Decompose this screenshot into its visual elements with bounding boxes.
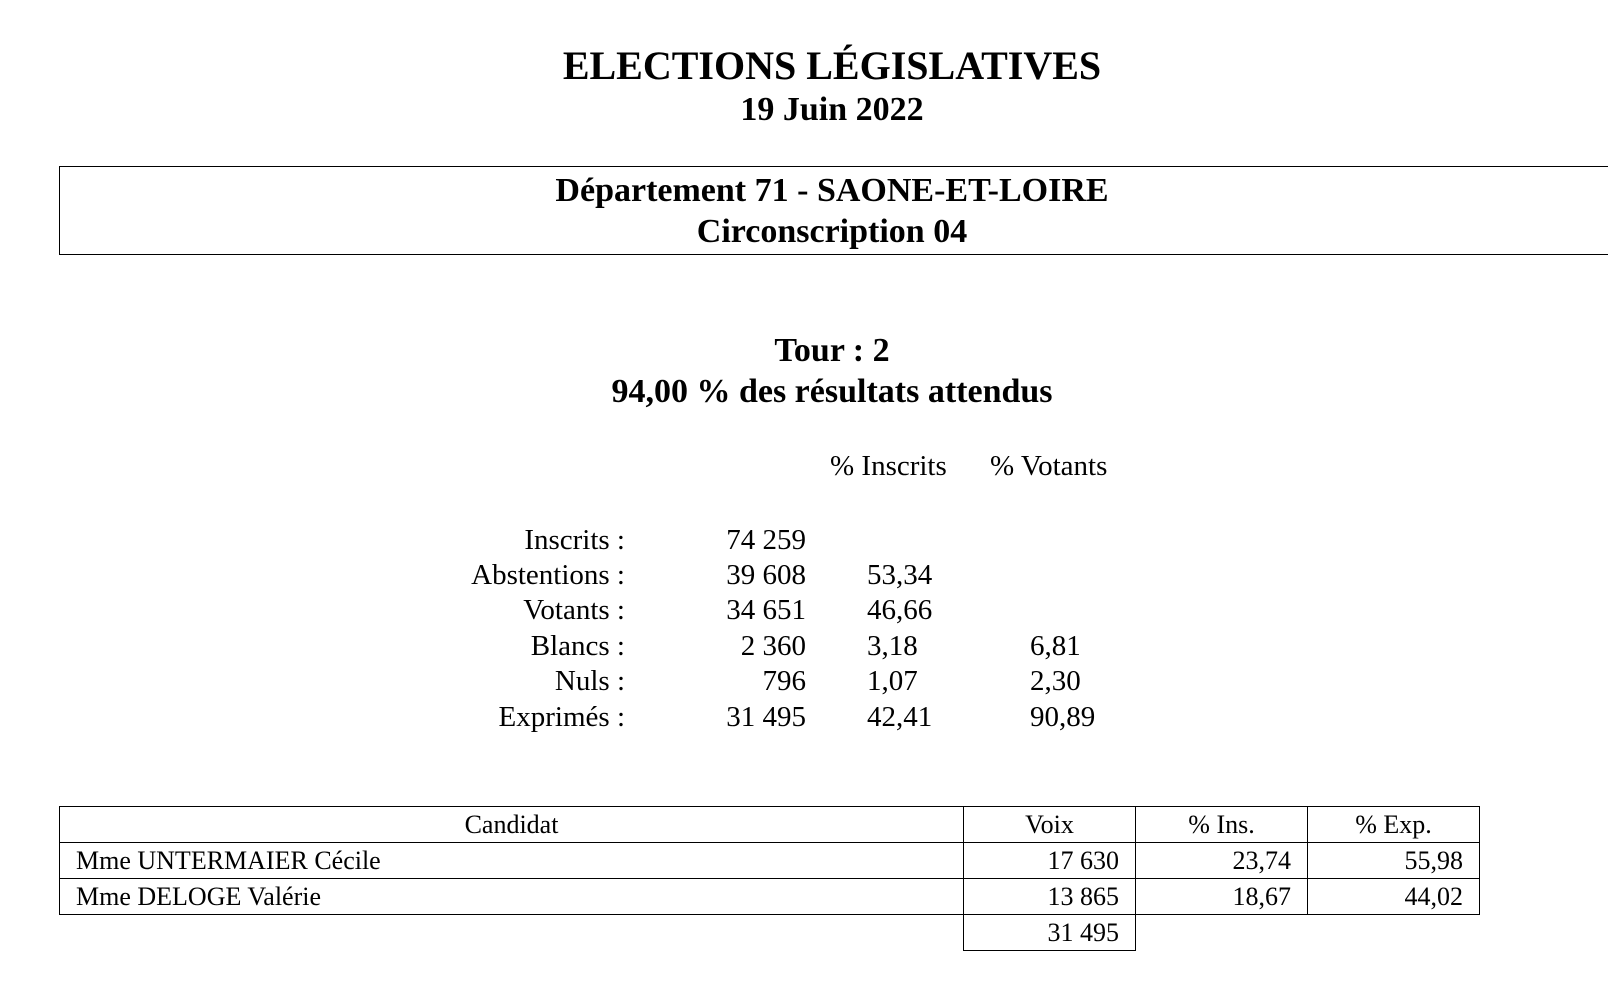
total-spacer <box>1308 915 1480 951</box>
header-pct-ins: % Ins. <box>1136 807 1308 843</box>
candidate-name: Mme DELOGE Valérie <box>60 879 964 915</box>
stat-count: 74 259 <box>726 524 806 556</box>
election-date: 19 Juin 2022 <box>740 91 924 128</box>
stat-label: Exprimés : <box>498 701 625 733</box>
table-header-row <box>60 807 1480 843</box>
stat-count: 2 360 <box>740 630 806 662</box>
results-progress: 94,00 % des résultats attendus <box>611 373 1053 410</box>
table-total-row <box>60 915 1480 951</box>
page-title: ELECTIONS LÉGISLATIVES <box>562 43 1102 88</box>
stat-label: Votants : <box>523 594 625 626</box>
table-row <box>60 879 1480 915</box>
tour-label: Tour : 2 <box>774 332 890 369</box>
stat-pct-inscrits: 53,34 <box>867 559 933 591</box>
stat-label: Blancs : <box>530 630 625 662</box>
candidate-voix: 17 630 <box>964 843 1136 879</box>
candidate-pct-exp: 55,98 <box>1308 843 1480 879</box>
stat-pct-inscrits: 46,66 <box>867 594 933 626</box>
total-spacer <box>1136 915 1308 951</box>
stat-label: Inscrits : <box>524 524 625 556</box>
header-candidat: Candidat <box>60 807 964 843</box>
stat-pct-votants: 2,30 <box>1030 665 1081 697</box>
stat-pct-votants: 90,89 <box>1030 701 1096 733</box>
stat-label: Abstentions : <box>471 559 625 591</box>
candidate-voix: 13 865 <box>964 879 1136 915</box>
candidate-name: Mme UNTERMAIER Cécile <box>60 843 964 879</box>
stat-label: Nuls : <box>554 665 625 697</box>
stat-count: 39 608 <box>726 559 806 591</box>
candidate-pct-ins: 18,67 <box>1136 879 1308 915</box>
table-row <box>60 843 1480 879</box>
header-pct-exp: % Exp. <box>1308 807 1480 843</box>
candidate-pct-ins: 23,74 <box>1136 843 1308 879</box>
header-pct-inscrits: % Inscrits <box>830 450 947 482</box>
candidates-table <box>59 806 1480 951</box>
stat-count: 34 651 <box>726 594 806 626</box>
total-spacer <box>60 915 964 951</box>
header-pct-votants: % Votants <box>990 450 1108 482</box>
stat-pct-inscrits: 3,18 <box>867 630 918 662</box>
total-voix: 31 495 <box>964 915 1136 951</box>
departement-label: Département 71 - SAONE-ET-LOIRE <box>555 172 1109 209</box>
stat-pct-inscrits: 42,41 <box>867 701 933 733</box>
stat-pct-inscrits: 1,07 <box>867 665 918 697</box>
candidate-pct-exp: 44,02 <box>1308 879 1480 915</box>
stat-count: 31 495 <box>726 701 806 733</box>
stat-pct-votants: 6,81 <box>1030 630 1081 662</box>
circonscription-label: Circonscription 04 <box>696 213 968 250</box>
header-voix: Voix <box>964 807 1136 843</box>
stat-count: 796 <box>762 665 806 697</box>
